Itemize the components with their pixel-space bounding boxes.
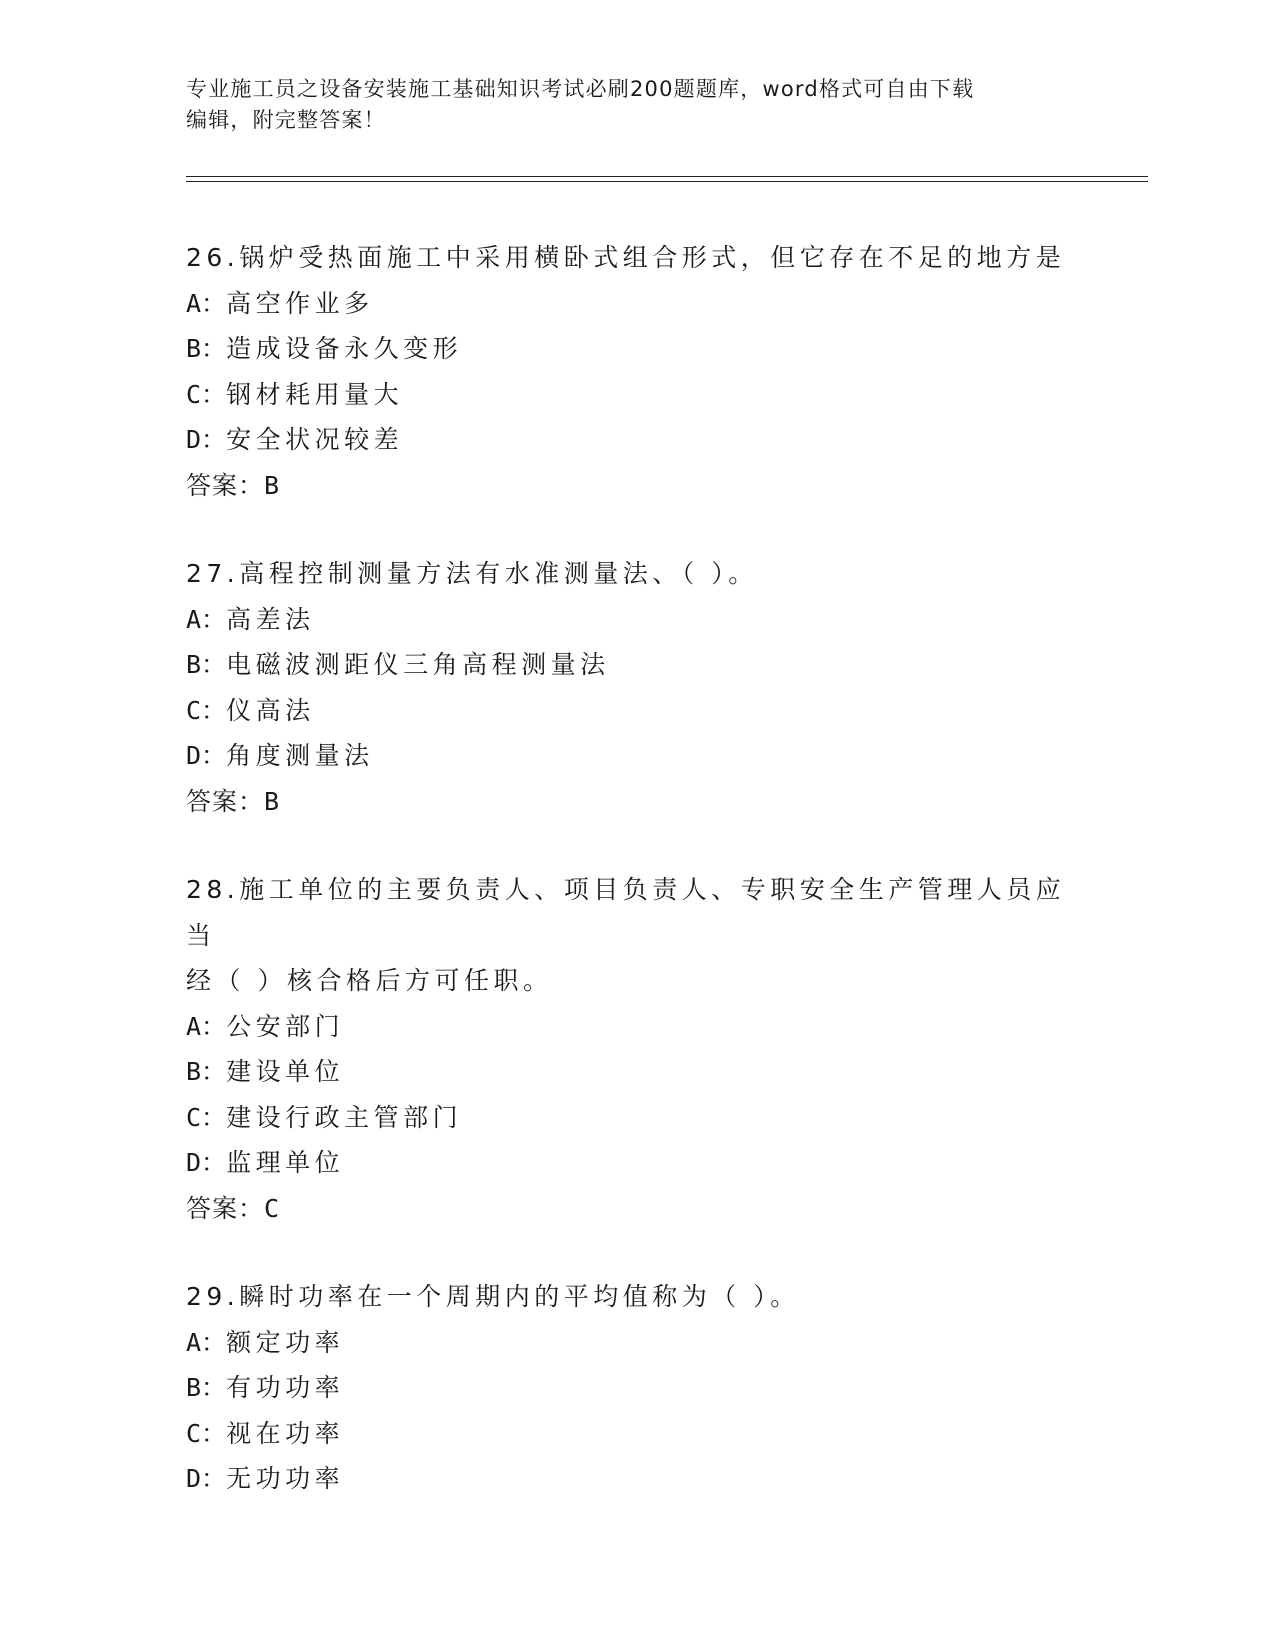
answer-line [186, 1186, 1086, 1232]
question-28 [186, 867, 1086, 1231]
question-27 [186, 551, 1086, 824]
option-a [186, 1004, 1086, 1050]
option-key: C： [186, 379, 227, 409]
option-text: 有功功率 [226, 1373, 345, 1402]
option-b [186, 642, 1086, 688]
option-key: D： [186, 1148, 227, 1177]
option-b [186, 1049, 1086, 1095]
option-b [186, 326, 1086, 372]
header-divider-top [186, 176, 1148, 177]
option-text: 角度测量法 [226, 741, 374, 770]
option-text: 电磁波测距仪三角高程测量法 [226, 650, 610, 679]
answer-value: B [264, 786, 281, 816]
option-text: 监理单位 [226, 1148, 345, 1177]
option-text: 高差法 [226, 604, 315, 634]
option-text: 公安部门 [226, 1011, 345, 1041]
option-c [186, 1411, 1086, 1457]
answer-line [186, 779, 1086, 825]
question-stem: 26.锅炉受热面施工中采用横卧式组合形式，但它存在不足的地方是 [186, 243, 1066, 272]
option-c [186, 372, 1086, 418]
option-key: A： [186, 1011, 227, 1041]
option-d [186, 733, 1086, 779]
question-stem-line-2: 经（ ）核合格后方可任职。 [186, 966, 553, 995]
option-key: A： [186, 1327, 227, 1357]
option-key: D： [186, 741, 227, 770]
answer-value: C [264, 1193, 281, 1223]
option-c [186, 1095, 1086, 1141]
option-a [186, 1320, 1086, 1366]
option-d [186, 1140, 1086, 1186]
option-text: 造成设备永久变形 [226, 334, 463, 363]
option-text: 无功功率 [226, 1464, 345, 1493]
question-stem: 29.瞬时功率在一个周期内的平均值称为（ ）。 [186, 1282, 800, 1311]
option-b [186, 1365, 1086, 1411]
option-key: C： [186, 1102, 227, 1132]
option-a [186, 281, 1086, 327]
option-key: A： [186, 288, 227, 318]
option-key: C： [186, 1418, 227, 1448]
option-key: D： [186, 1464, 227, 1493]
option-d [186, 417, 1086, 463]
option-d [186, 1456, 1086, 1502]
option-a [186, 597, 1086, 643]
option-key: B： [186, 1373, 227, 1402]
option-key: B： [186, 650, 227, 679]
answer-label: 答案： [186, 786, 265, 816]
option-c [186, 688, 1086, 734]
option-text: 钢材耗用量大 [226, 379, 404, 409]
question-29 [186, 1274, 1086, 1502]
answer-label: 答案： [186, 1193, 265, 1223]
option-key: A： [186, 604, 227, 634]
header-line-2: 编辑，附完整答案！ [186, 108, 386, 132]
document-header [186, 74, 1066, 136]
question-26 [186, 235, 1086, 508]
question-stem: 27.高程控制测量方法有水准测量法、（ ）。 [186, 559, 758, 588]
question-list [186, 235, 1086, 1545]
option-text: 仪高法 [226, 695, 315, 725]
option-key: C： [186, 695, 227, 725]
option-key: B： [186, 1057, 227, 1086]
option-text: 建设单位 [226, 1057, 345, 1086]
option-key: D： [186, 425, 227, 454]
option-text: 建设行政主管部门 [226, 1102, 463, 1132]
option-text: 安全状况较差 [226, 425, 404, 454]
option-text: 额定功率 [226, 1327, 345, 1357]
header-line-1: 专业施工员之设备安装施工基础知识考试必刷200题题库，word格式可自由下载 [186, 77, 975, 101]
question-stem-line-1: 28.施工单位的主要负责人、项目负责人、专职安全生产管理人员应当 [186, 875, 1066, 950]
answer-label: 答案： [186, 470, 265, 500]
option-text: 高空作业多 [226, 288, 374, 318]
header-divider-bottom [186, 181, 1148, 182]
option-key: B： [186, 334, 227, 363]
option-text: 视在功率 [226, 1418, 345, 1448]
answer-line [186, 463, 1086, 509]
answer-value: B [264, 470, 281, 500]
